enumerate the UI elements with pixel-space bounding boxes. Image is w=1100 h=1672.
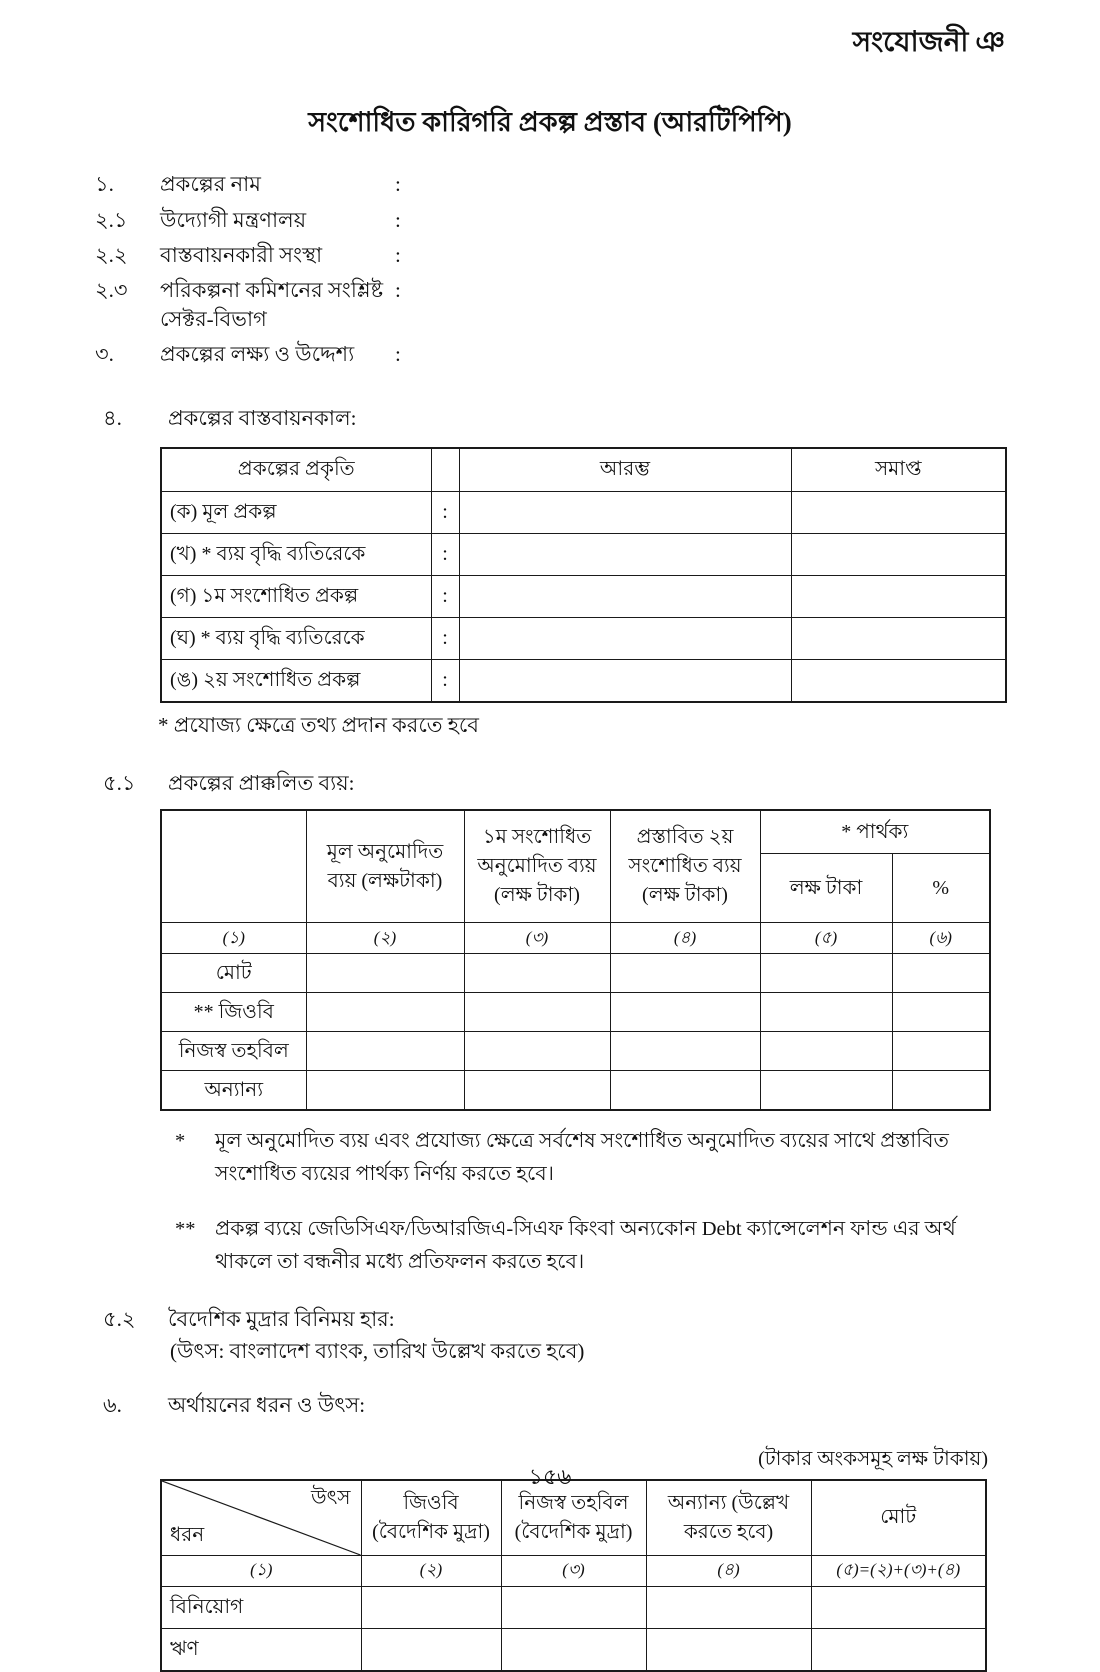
implementation-period-table (160, 447, 1007, 703)
section-number: ৬. (103, 1393, 122, 1418)
footnote-marker: * (175, 1130, 186, 1153)
table-row (161, 1071, 990, 1111)
table-row (161, 533, 1006, 575)
footnote-single-star (175, 1125, 1100, 1191)
row-label-gob: ** জিওবি (161, 993, 306, 1032)
col-header-project-nature: প্রকল্পের প্রকৃতি (161, 448, 431, 492)
value-cell (610, 993, 760, 1032)
value-cell (464, 1071, 610, 1111)
start-value-cell (459, 659, 791, 702)
end-value-cell (791, 575, 1006, 617)
col-header-proposed-second-cost: প্রস্তাবিত ২য় সংশোধিত ব্যয় (লক্ষ টাকা) (610, 810, 760, 923)
amounts-in-lakh-note: (টাকার অংকসমূহ লক্ষ টাকায়) (758, 1447, 988, 1470)
value-cell (501, 1586, 646, 1628)
item-colon: : (395, 172, 401, 197)
col-header-original-cost: মূল অনুমোদিত ব্যয় (লক্ষটাকা) (306, 810, 464, 923)
footnote-text: প্রকল্প ব্যয়ে জেডিসিএফ/ডিআরজিএ-সিএফ কিংবা অন্যকোন Debt ক্যান্সেলেশন ফান্ড এর অর্থ থাকলে তা বন্ধনীর মধ্যে প্রতিফলন করতে হবে। (215, 1217, 956, 1273)
row-label-total: মোট (161, 954, 306, 993)
item-colon: : (395, 207, 401, 232)
corner-label-source: উৎস (311, 1486, 351, 1509)
col-num: (২) (306, 923, 464, 954)
row-label: (গ) ১ম সংশোধিত প্রকল্প (161, 575, 431, 617)
table-row (161, 1628, 986, 1671)
column-number-row (161, 1555, 986, 1586)
value-cell (892, 1032, 990, 1071)
col-num: (২) (361, 1555, 501, 1586)
item-label: প্রকল্পের নাম (160, 172, 261, 197)
value-cell (760, 954, 892, 993)
col-num: (৬) (892, 923, 990, 954)
corner-label-type: ধরন (170, 1523, 205, 1546)
section-title: বৈদেশিক মুদ্রার বিনিময় হার: (168, 1306, 395, 1331)
item-colon: : (395, 242, 401, 267)
col-header-total: মোট (811, 1480, 986, 1556)
value-cell (760, 1071, 892, 1111)
section-4-footnote: * প্রযোজ্য ক্ষেত্রে তথ্য প্রদান করতে হবে (158, 712, 479, 737)
table-header-row (161, 448, 1006, 492)
row-colon: : (431, 659, 459, 702)
value-cell (361, 1628, 501, 1671)
header-items (95, 170, 1100, 368)
section-title: প্রকল্পের বাস্তবায়নকাল: (168, 406, 357, 431)
value-cell (892, 1071, 990, 1111)
end-value-cell (791, 533, 1006, 575)
table-row (161, 575, 1006, 617)
item-label (160, 276, 395, 333)
col-num: (৫) (760, 923, 892, 954)
col-header-difference-percent: % (892, 854, 990, 923)
item-label: উদ্যোগী মন্ত্রণালয় (160, 207, 307, 232)
end-value-cell (791, 491, 1006, 533)
value-cell (760, 1032, 892, 1071)
value-cell (464, 1032, 610, 1071)
start-value-cell (459, 533, 791, 575)
start-value-cell (459, 491, 791, 533)
row-label-others: অন্যান্য (161, 1071, 306, 1111)
value-cell (361, 1586, 501, 1628)
row-label-investment: বিনিয়োগ (161, 1586, 361, 1628)
value-cell (306, 954, 464, 993)
item-number: ৩. (95, 341, 114, 366)
row-label: (ক) মূল প্রকল্প (161, 491, 431, 533)
item-label-line2: সেক্টর-বিভাগ (160, 306, 267, 331)
end-value-cell (791, 659, 1006, 702)
value-cell (892, 993, 990, 1032)
col-header-difference: * পার্থক্য (760, 810, 990, 854)
row-colon: : (431, 491, 459, 533)
section-title: প্রকল্পের প্রাক্কলিত ব্যয়: (168, 770, 355, 795)
col-header-own-fund: নিজস্ব তহবিল (বৈদেশিক মুদ্রা) (501, 1480, 646, 1556)
col-num: (১) (161, 923, 306, 954)
row-label: (ঙ) ২য় সংশোধিত প্রকল্প (161, 659, 431, 702)
value-cell (610, 1032, 760, 1071)
item-project-goals (95, 340, 1100, 368)
value-cell (501, 1628, 646, 1671)
value-cell (306, 1032, 464, 1071)
col-num: (১) (161, 1555, 361, 1586)
row-label: (খ) * ব্যয় বৃদ্ধি ব্যতিরেকে (161, 533, 431, 575)
item-number: ২.২ (95, 242, 128, 267)
value-cell (892, 954, 990, 993)
row-label-own-fund: নিজস্ব তহবিল (161, 1032, 306, 1071)
annexure-label: সংযোজনী ঞ (852, 27, 1005, 58)
item-label: বাস্তবায়নকারী সংস্থা (160, 242, 323, 267)
row-colon: : (431, 533, 459, 575)
item-number: ২.১ (95, 207, 128, 232)
section-5-2-source-note: (উৎস: বাংলাদেশ ব্যাংক, তারিখ উল্লেখ করতে হবে) (170, 1338, 585, 1363)
table-row (161, 1032, 990, 1071)
col-header-first-revised-cost: ১ম সংশোধিত অনুমোদিত ব্যয় (লক্ষ টাকা) (464, 810, 610, 923)
value-cell (306, 993, 464, 1032)
row-colon: : (431, 575, 459, 617)
row-colon: : (431, 617, 459, 659)
table-row (161, 1586, 986, 1628)
value-cell (464, 993, 610, 1032)
item-number: ১. (95, 172, 114, 197)
value-cell (646, 1586, 811, 1628)
item-label: প্রকল্পের লক্ষ্য ও উদ্দেশ্য (160, 341, 355, 366)
footnote-text: মূল অনুমোদিত ব্যয় এবং প্রযোজ্য ক্ষেত্রে সর্বশেষ সংশোধিত অনুমোদিত ব্যয়ের সাথে প্রস্তাবিত সংশোধিত ব্যয়ের পার্থক্য নির্ণয় করতে হবে। (215, 1130, 949, 1186)
value-cell (811, 1628, 986, 1671)
item-project-name (95, 170, 1100, 198)
section-5-2-heading (103, 1305, 1100, 1333)
col-header-difference-taka: লক্ষ টাকা (760, 854, 892, 923)
table-row (161, 491, 1006, 533)
col-num: (৩) (501, 1555, 646, 1586)
col-num: (৫)=(২)+(৩)+(৪) (811, 1555, 986, 1586)
section-number: ৫.১ (103, 770, 136, 795)
start-value-cell (459, 575, 791, 617)
section-title: অর্থায়নের ধরন ও উৎস: (168, 1393, 366, 1418)
item-initiating-ministry (95, 206, 1100, 234)
footnote-marker: ** (175, 1217, 196, 1240)
section-6-heading (103, 1391, 1100, 1419)
table-row (161, 659, 1006, 702)
item-colon: : (395, 341, 401, 366)
col-num: (৪) (610, 923, 760, 954)
table-header-row (161, 810, 990, 854)
financing-source-table (160, 1479, 987, 1672)
col-header-gob: জিওবি (বৈদেশিক মুদ্রা) (361, 1480, 501, 1556)
value-cell (610, 1071, 760, 1111)
section-number: ৪. (103, 406, 122, 431)
col-header-empty (161, 810, 306, 923)
item-label-line1: পরিকল্পনা কমিশনের সংশ্লিষ্ট (160, 278, 384, 303)
col-num: (৪) (646, 1555, 811, 1586)
col-num: (৩) (464, 923, 610, 954)
row-label: (ঘ) * ব্যয় বৃদ্ধি ব্যতিরেকে (161, 617, 431, 659)
value-cell (306, 1071, 464, 1111)
table-row (161, 617, 1006, 659)
section-number: ৫.২ (103, 1306, 136, 1331)
value-cell (464, 954, 610, 993)
section-4-heading (103, 404, 1100, 432)
col-header-start: আরম্ভ (459, 448, 791, 492)
col-header-end: সমাপ্ত (791, 448, 1006, 492)
estimated-cost-table (160, 809, 991, 1111)
value-cell (610, 954, 760, 993)
value-cell (760, 993, 892, 1032)
column-number-row (161, 923, 990, 954)
end-value-cell (791, 617, 1006, 659)
start-value-cell (459, 617, 791, 659)
col-header-empty (431, 448, 459, 492)
col-header-others: অন্যান্য (উল্লেখ করতে হবে) (646, 1480, 811, 1556)
value-cell (646, 1628, 811, 1671)
table-row (161, 954, 990, 993)
item-planning-commission-sector (95, 276, 1100, 333)
item-implementing-agency (95, 241, 1100, 269)
value-cell (811, 1586, 986, 1628)
item-colon: : (395, 278, 401, 303)
section-5-1-heading (103, 769, 1100, 797)
item-number: ২.৩ (95, 278, 128, 303)
page-number: ১৫৬ (528, 1464, 572, 1490)
footnote-double-star (175, 1213, 1100, 1279)
table-row (161, 993, 990, 1032)
document-title: সংশোধিত কারিগরি প্রকল্প প্রস্তাব (আরটিপিপি) (308, 106, 792, 137)
row-label-loan: ঋণ (161, 1628, 361, 1671)
